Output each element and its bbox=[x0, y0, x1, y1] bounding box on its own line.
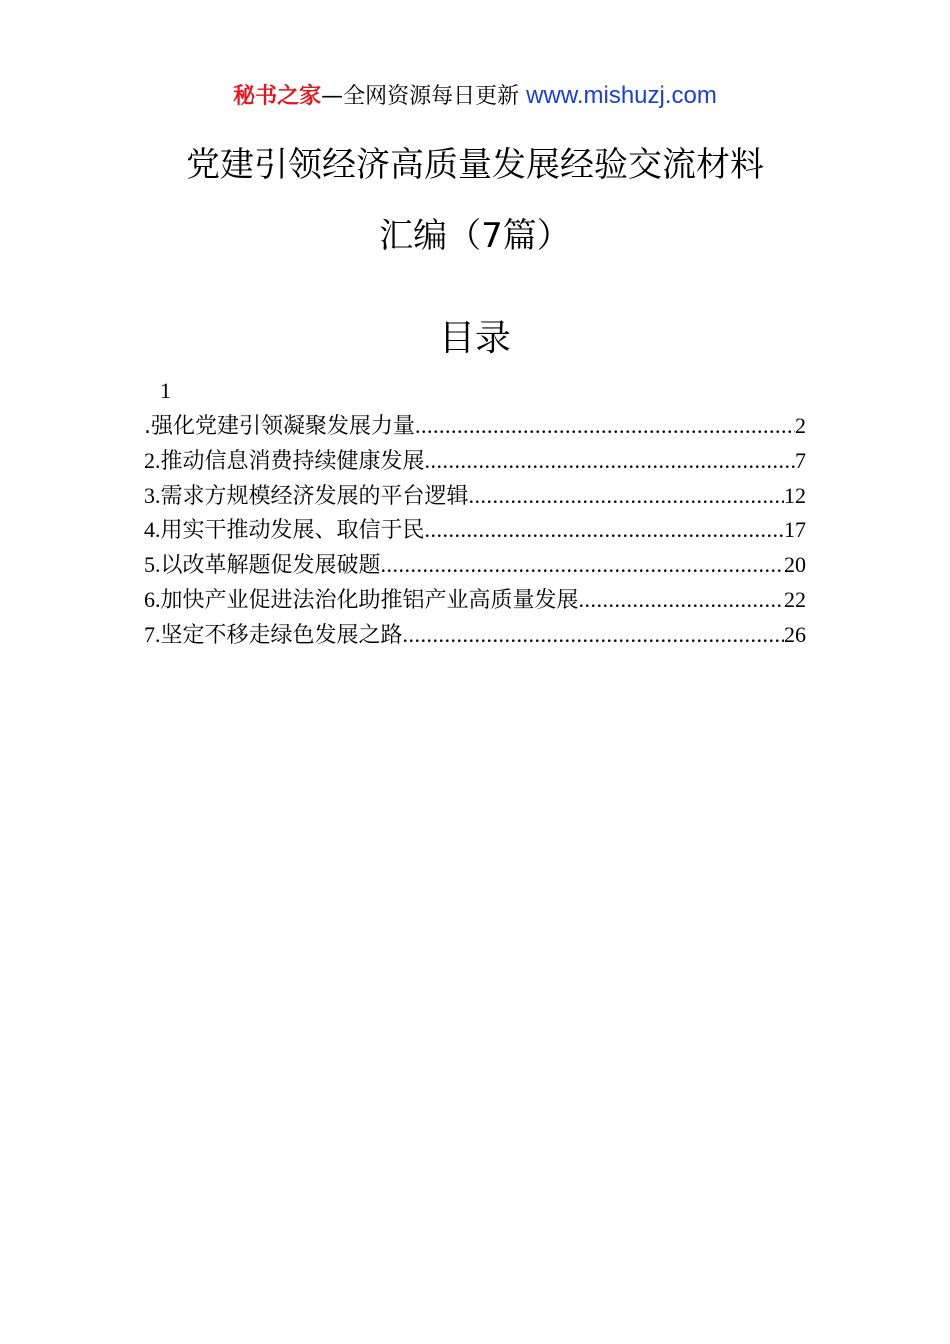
toc-leader-dots bbox=[579, 583, 784, 617]
toc-page-number: 7 bbox=[795, 447, 806, 473]
toc-leader-dots bbox=[403, 618, 784, 652]
toc-leader-dots bbox=[381, 548, 784, 582]
toc-entry-4[interactable] bbox=[144, 513, 806, 548]
toc-entry-label: 4.用实干推动发展、取信于民 bbox=[144, 517, 425, 544]
toc-entry-label: 3.需求方规模经济发展的平台逻辑 bbox=[144, 482, 469, 509]
toc-page-number: 17 bbox=[784, 517, 806, 543]
toc-page-number: 20 bbox=[784, 552, 806, 578]
toc-page-number: 26 bbox=[784, 621, 806, 647]
toc-entry-label: 5.以改革解题促发展破题 bbox=[144, 552, 381, 579]
site-url[interactable]: www.mishuzj.com bbox=[526, 82, 717, 109]
toc-orphan-number: 1 bbox=[160, 378, 171, 403]
header-slogan: —全网资源每日更新 bbox=[321, 84, 527, 109]
toc-leader-dots bbox=[425, 513, 784, 547]
toc-page-number: 2 bbox=[795, 413, 806, 438]
toc-leader-dots bbox=[425, 444, 795, 478]
toc-entry-label: 6.加快产业促进法治化助推铝产业高质量发展 bbox=[144, 586, 579, 613]
toc-entry-label: 7.坚定不移走绿色发展之路 bbox=[144, 621, 403, 648]
toc-page-number: 22 bbox=[784, 586, 806, 612]
toc-entry-label: 2.推动信息消费持续健康发展 bbox=[144, 447, 425, 474]
site-header bbox=[0, 80, 950, 113]
document-title-line-2: 汇编（7篇） bbox=[379, 216, 571, 256]
table-of-contents bbox=[144, 409, 806, 653]
toc-entry-6[interactable] bbox=[144, 583, 806, 618]
toc-entry-1[interactable] bbox=[144, 409, 806, 444]
document-title-line-1: 党建引领经济高质量发展经验交流材料 bbox=[186, 145, 764, 185]
toc-entry-label: .强化党建引领凝聚发展力量 bbox=[144, 414, 415, 439]
toc-page-number: 12 bbox=[784, 482, 806, 508]
toc-heading: 目录 bbox=[438, 318, 511, 359]
toc-leader-dots bbox=[469, 479, 784, 513]
toc-leader-dots bbox=[415, 409, 795, 443]
brand-name: 秘书之家 bbox=[233, 84, 322, 109]
toc-entry-2[interactable] bbox=[144, 444, 806, 479]
toc-entry-3[interactable] bbox=[144, 479, 806, 514]
toc-entry-7[interactable] bbox=[144, 618, 806, 653]
toc-entry-5[interactable] bbox=[144, 548, 806, 583]
